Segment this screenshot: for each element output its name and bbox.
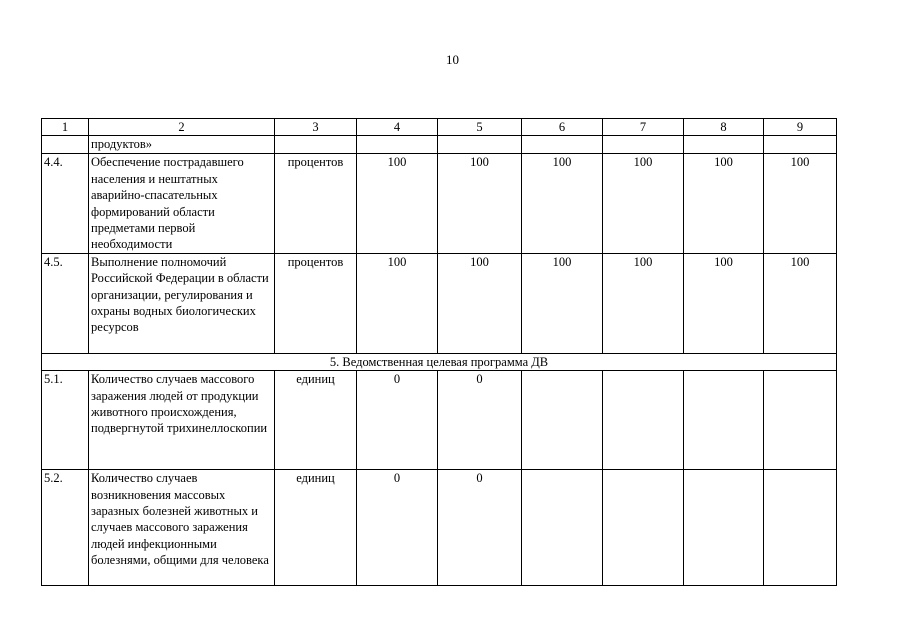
value-cell [684, 136, 764, 154]
value-cell: 100 [438, 154, 522, 253]
value-cell [522, 470, 603, 586]
value-cell: 100 [684, 253, 764, 353]
value-cell: 100 [357, 253, 438, 353]
value-cell: 100 [603, 253, 684, 353]
value-cell: 100 [603, 154, 684, 253]
value-cell [522, 371, 603, 470]
value-cell: 0 [357, 470, 438, 586]
unit-cell: процентов [275, 253, 357, 353]
column-header: 9 [764, 119, 837, 136]
table-row [42, 371, 837, 470]
value-cell: 0 [438, 470, 522, 586]
value-cell: 0 [438, 371, 522, 470]
section-row [42, 353, 837, 370]
row-number-cell: 4.4. [42, 154, 89, 253]
row-number-cell: 5.2. [42, 470, 89, 586]
row-name-cell: Выполнение полномочий Российской Федерации в области организации, регулирования и охраны водных биологических ресурсов [89, 253, 275, 353]
unit-cell [275, 136, 357, 154]
page-number: 10 [446, 52, 459, 67]
row-number-cell [42, 136, 89, 154]
table-row [42, 470, 837, 586]
value-cell [438, 136, 522, 154]
row-name-cell: продуктов» [89, 136, 275, 154]
value-cell [357, 136, 438, 154]
row-number-cell: 4.5. [42, 253, 89, 353]
row-name-cell: Обеспечение пострадавшего населения и нештатных аварийно-спасательных формирований области предметами первой необходимости [89, 154, 275, 253]
column-header: 5 [438, 119, 522, 136]
value-cell [764, 470, 837, 586]
unit-cell: единиц [275, 371, 357, 470]
table-row [42, 253, 837, 353]
column-header: 4 [357, 119, 438, 136]
value-cell: 0 [357, 371, 438, 470]
column-header: 3 [275, 119, 357, 136]
row-number-cell: 5.1. [42, 371, 89, 470]
value-cell: 100 [764, 253, 837, 353]
column-header: 6 [522, 119, 603, 136]
column-header: 7 [603, 119, 684, 136]
column-numbers-row [42, 119, 837, 136]
value-cell [603, 470, 684, 586]
unit-cell: единиц [275, 470, 357, 586]
value-cell: 100 [357, 154, 438, 253]
value-cell [603, 136, 684, 154]
value-cell [603, 371, 684, 470]
row-name-cell: Количество случаев массового заражения людей от продукции животного происхождения, подвергнутой трихинеллоскопии [89, 371, 275, 470]
value-cell: 100 [522, 154, 603, 253]
value-cell: 100 [764, 154, 837, 253]
section-title: 5. Ведомственная целевая программа ДВ [42, 353, 837, 370]
value-cell: 100 [684, 154, 764, 253]
unit-cell: процентов [275, 154, 357, 253]
value-cell: 100 [522, 253, 603, 353]
value-cell: 100 [438, 253, 522, 353]
value-cell [764, 371, 837, 470]
value-cell [684, 371, 764, 470]
column-header: 2 [89, 119, 275, 136]
value-cell [522, 136, 603, 154]
indicators-table [41, 118, 837, 586]
value-cell [764, 136, 837, 154]
column-header: 1 [42, 119, 89, 136]
table-row [42, 154, 837, 253]
value-cell [684, 470, 764, 586]
row-name-cell: Количество случаев возникновения массовых заразных болезней животных и случаев массового заражения людей инфекционными болезнями, общими для человека [89, 470, 275, 586]
table-row-continuation [42, 136, 837, 154]
column-header: 8 [684, 119, 764, 136]
